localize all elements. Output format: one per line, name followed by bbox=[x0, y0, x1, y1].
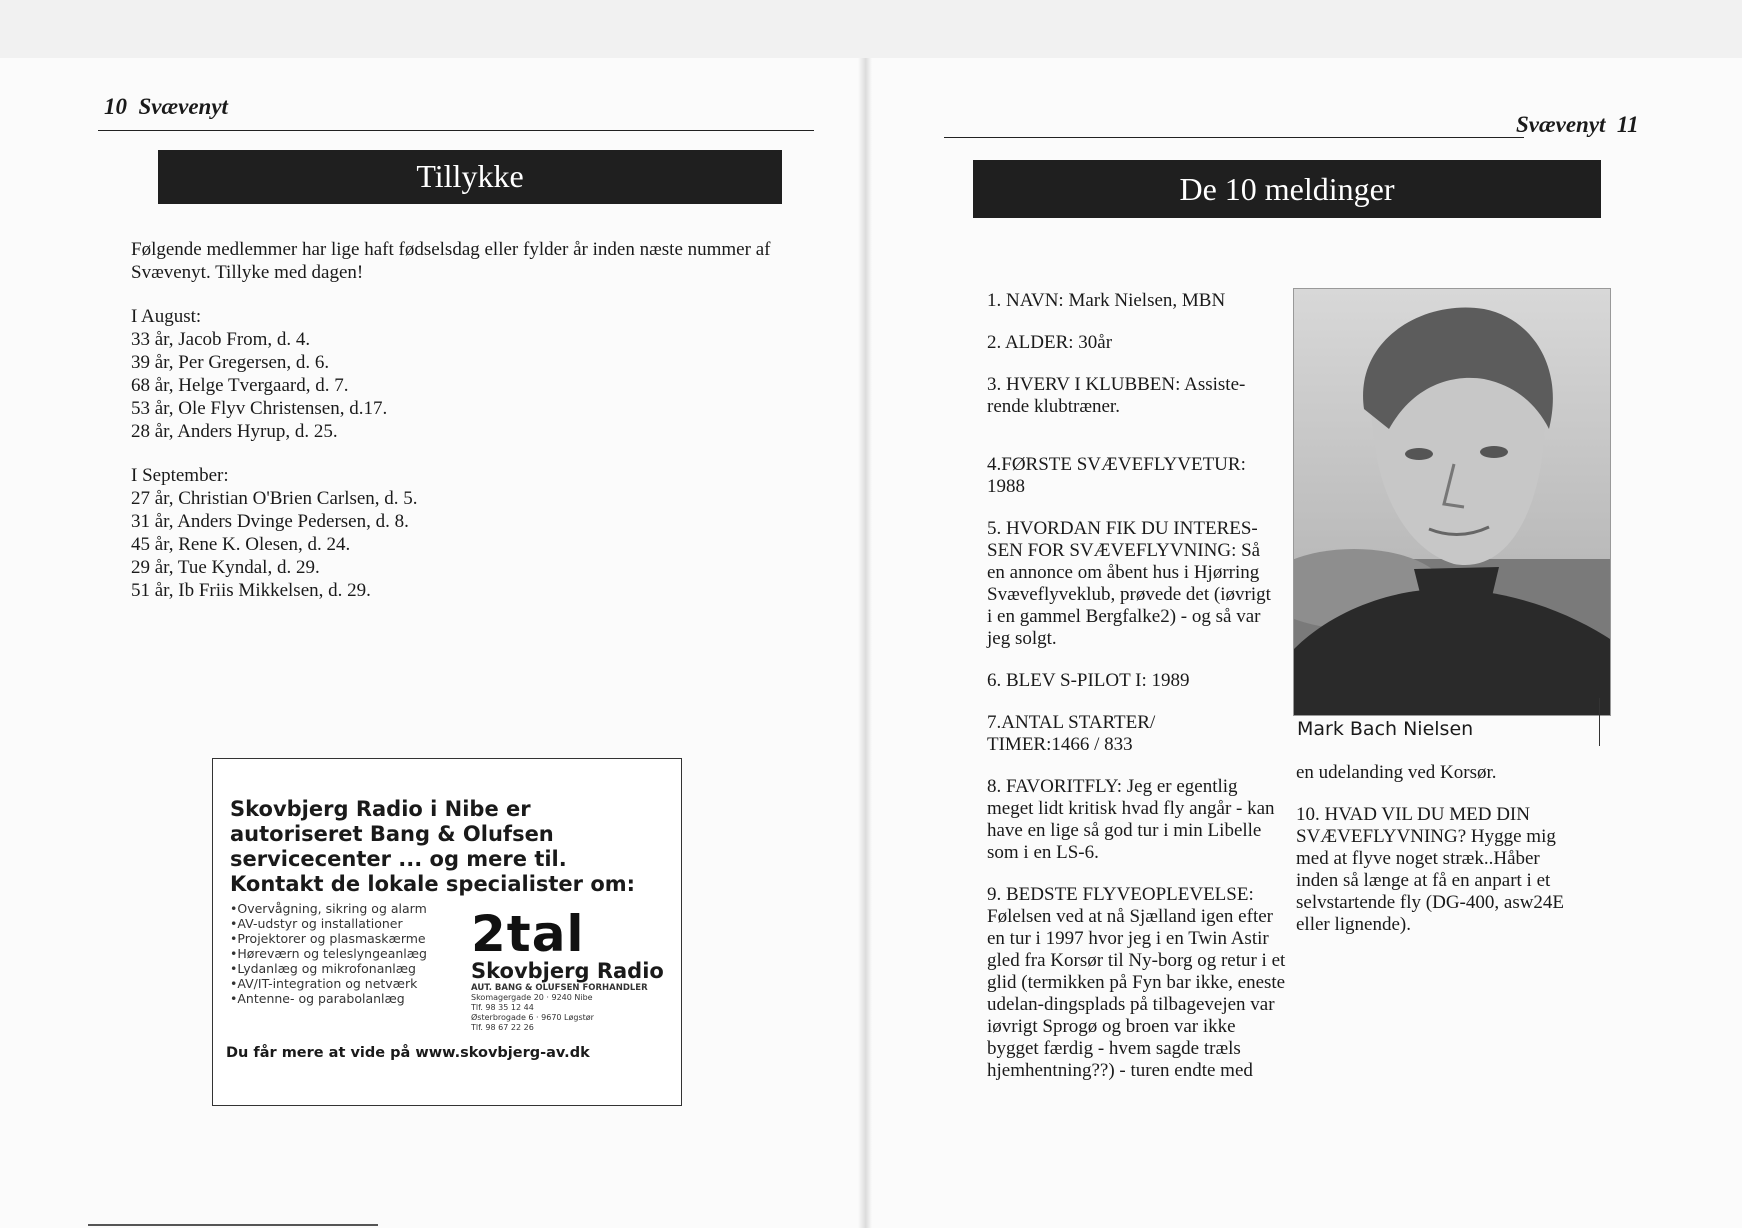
tillykke-banner bbox=[158, 150, 782, 204]
list-item: 39 år, Per Gregersen, d. 6. bbox=[131, 352, 330, 373]
ad-phone-logstor: Tlf. 98 67 22 26 bbox=[471, 1023, 534, 1032]
ad-address-logstor: Østerbrogade 6 · 9670 Løgstør bbox=[471, 1013, 594, 1022]
scan-top-strip bbox=[0, 0, 1742, 58]
right-header-rule bbox=[944, 137, 1524, 138]
september-heading: I September: bbox=[131, 465, 229, 486]
list-item: 53 år, Ole Flyv Christensen, d.17. bbox=[131, 398, 388, 419]
photo-caption: Mark Bach Nielsen bbox=[1297, 718, 1474, 740]
ad-phone-nibe: Tlf. 98 35 12 44 bbox=[471, 1003, 534, 1012]
list-item: 33 år, Jacob From, d. 4. bbox=[131, 329, 311, 350]
ad-address-nibe: Skomagergade 20 · 9240 Nibe bbox=[471, 993, 593, 1002]
skovbjerg-radio-ad bbox=[212, 758, 682, 1106]
answer-item-10: 10. HVAD VIL DU MED DIN SVÆVEFLYVNING? Hygge mig med at flyve noget stræk..Håber inden så længe at få en anpart i et selvstartende fly (DG-400, asw24E eller lignende). bbox=[1296, 804, 1565, 935]
list-item: • AV-udstyr og installationer bbox=[230, 916, 460, 931]
photo-side-rule bbox=[1599, 698, 1600, 746]
left-running-head bbox=[104, 94, 228, 120]
answer-item: 1. NAVN: Mark Nielsen, MBN bbox=[987, 290, 1226, 311]
meldinger-title: De 10 meldinger bbox=[1179, 171, 1395, 207]
august-heading: I August: bbox=[131, 306, 202, 327]
list-item: • AV/IT-integration og netværk bbox=[230, 976, 460, 991]
list-item: 29 år, Tue Kyndal, d. 29. bbox=[131, 557, 320, 578]
meldinger-banner bbox=[973, 160, 1601, 218]
left-page-number: 10 bbox=[104, 94, 127, 119]
list-item: 28 år, Anders Hyrup, d. 25. bbox=[131, 421, 338, 442]
magazine-spread bbox=[0, 58, 1742, 1228]
ad-footer: Du får mere at vide på www.skovbjerg-av.dk bbox=[226, 1045, 590, 1061]
ad-logo-block bbox=[471, 905, 671, 1033]
answer-item: 7.ANTAL STARTER/ TIMER:1466 / 833 bbox=[987, 712, 1156, 755]
list-item: • Høreværn og teleslyngeanlæg bbox=[230, 946, 460, 961]
birthday-section bbox=[131, 238, 811, 602]
list-item: 27 år, Christian O'Brien Carlsen, d. 5. bbox=[131, 488, 418, 509]
list-item: • Antenne- og parabolanlæg bbox=[230, 991, 460, 1006]
list-item: 45 år, Rene K. Olesen, d. 24. bbox=[131, 534, 351, 555]
list-item: 68 år, Helge Tvergaard, d. 7. bbox=[131, 375, 349, 396]
answer-item-9-end: en udelanding ved Korsør. bbox=[1296, 762, 1497, 783]
list-item: • Overvågning, sikring og alarm bbox=[230, 901, 460, 916]
left-magazine-name: Svævenyt bbox=[138, 94, 228, 119]
ad-dealer: AUT. BANG & OLUFSEN FORHANDLER bbox=[471, 983, 648, 993]
tillykke-title: Tillykke bbox=[416, 158, 524, 194]
answer-item: 2. ALDER: 30år bbox=[987, 332, 1113, 353]
ad-services-list bbox=[230, 901, 460, 1006]
left-header-rule bbox=[98, 130, 814, 131]
right-page-number: 11 bbox=[1616, 112, 1639, 137]
birthday-intro: Følgende medlemmer har lige haft fødselsdag eller fylder år inden næste nummer af Svævenyt. Tillyke med dagen! bbox=[131, 239, 771, 283]
list-item: 51 år, Ib Friis Mikkelsen, d. 29. bbox=[131, 580, 371, 601]
portrait-illustration bbox=[1294, 289, 1610, 715]
portrait-photo bbox=[1293, 288, 1611, 716]
right-running-head bbox=[1516, 112, 1639, 138]
list-item: • Lydanlæg og mikrofonanlæg bbox=[230, 961, 460, 976]
ad-headline: Skovbjerg Radio i Nibe er autoriseret Bang & Olufsen servicecenter ... og mere til. Kontakt de lokale specialister om: bbox=[230, 797, 636, 896]
list-item: • Projektorer og plasmaskærme bbox=[230, 931, 460, 946]
questions-column-2 bbox=[1296, 762, 1576, 956]
august-list bbox=[131, 328, 811, 443]
left-bottom-rule bbox=[88, 1224, 378, 1226]
answer-item: 3. HVERV I KLUBBEN: Assiste-rende klubtræner. bbox=[987, 374, 1246, 417]
right-magazine-name: Svævenyt bbox=[1516, 112, 1606, 137]
2tal-logo: 2tal bbox=[471, 905, 585, 963]
ad-company-name: Skovbjerg Radio bbox=[471, 959, 664, 983]
answer-item: 4.FØRSTE SVÆVEFLYVETUR: 1988 bbox=[987, 454, 1246, 497]
list-item: 31 år, Anders Dvinge Pedersen, d. 8. bbox=[131, 511, 409, 532]
left-page bbox=[0, 58, 865, 1228]
answer-item: 9. BEDSTE FLYVEOPLEVELSE: Følelsen ved at nå Sjælland igen efter en tur i 1997 hvor jeg i en Twin Astir gled fra Korsør til Ny-borg og retur i et glid (termikken på Fyn bar ikke, eneste udelan-dingsplads på tilbagevejen var iøvrigt Sprogø og broen var ikke bygget færdig - hvem sagde træls hjemhentning??) - turen endte med bbox=[987, 884, 1286, 1081]
september-list bbox=[131, 487, 811, 602]
answer-item: 8. FAVORITFLY: Jeg er egentlig meget lidt kritisk hvad fly angår - kan have en lige så god tur i min Libelle som i en LS-6. bbox=[987, 776, 1275, 863]
answer-item: 5. HVORDAN FIK DU INTERES-SEN FOR SVÆVEFLYVNING: Så en annonce om åbent hus i Hjørring Svæveflyveklub, prøvede det (iøvrigt i en gammel Bergfalke2) - og så var jeg solgt. bbox=[987, 518, 1271, 649]
questions-column-1 bbox=[987, 290, 1267, 438]
right-page bbox=[866, 58, 1742, 1228]
answer-item: 6. BLEV S-PILOT I: 1989 bbox=[987, 670, 1190, 691]
